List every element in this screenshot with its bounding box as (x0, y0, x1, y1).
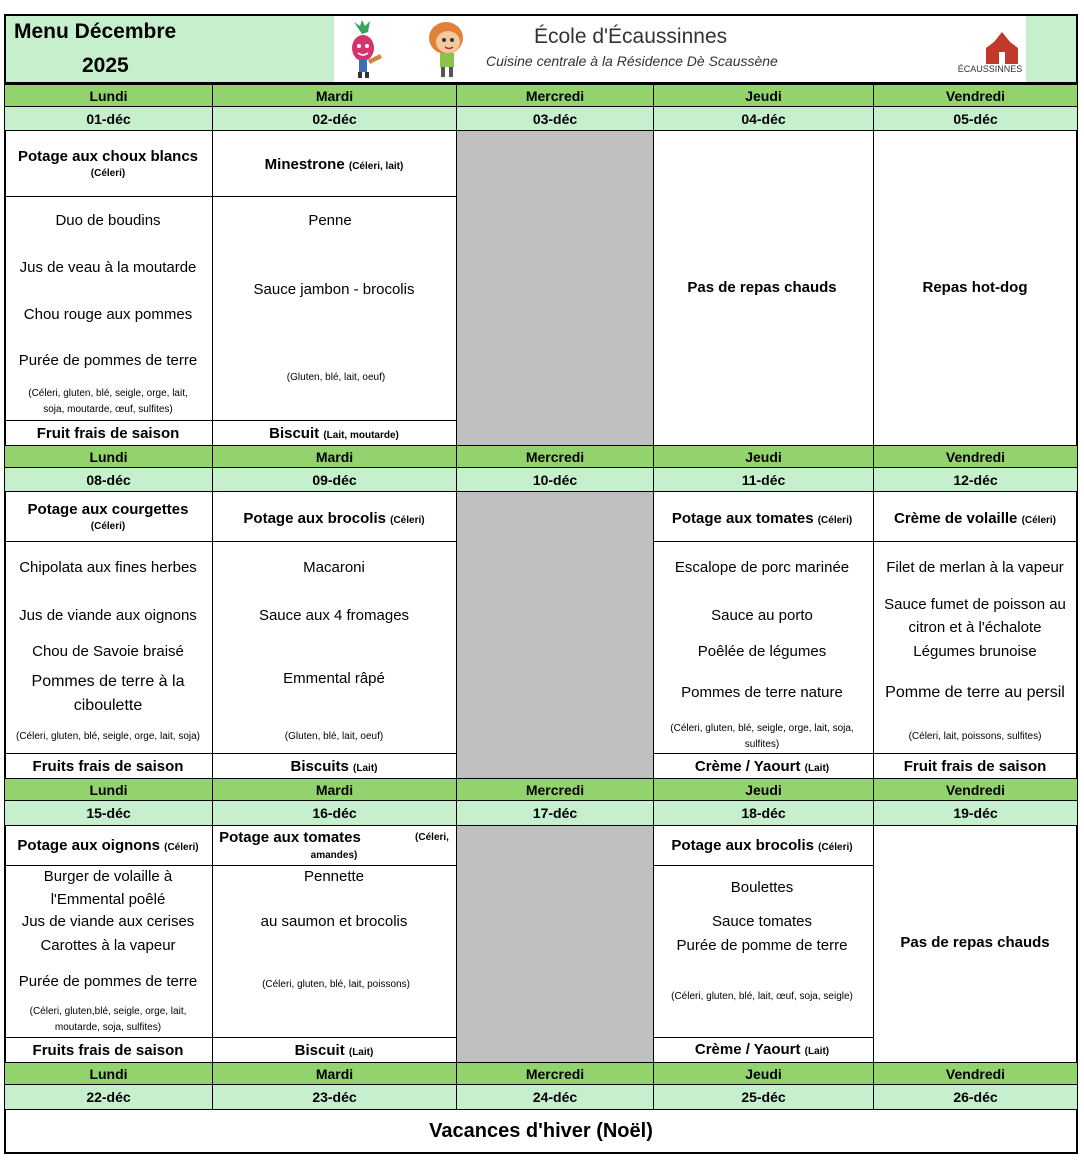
date-cell: 08-déc (4, 467, 213, 492)
dessert-label: Fruits frais de saison (32, 1042, 184, 1059)
date-cell: 15-déc (4, 800, 213, 826)
date-cell: 25-déc (653, 1084, 874, 1110)
allergen-note: (Céleri, lait, poissons, sulfites) (908, 731, 1042, 742)
date-cell: 04-déc (653, 106, 874, 131)
soup-label: Potage aux tomates (219, 829, 361, 846)
dessert-label: Biscuit (269, 425, 320, 442)
day-header-thursday: Jeudi (653, 445, 874, 468)
kitchen-subtitle: Cuisine centrale à la Résidence Dè Scaussène (486, 53, 778, 69)
meal-label: Repas hot-dog (922, 279, 1028, 296)
dish-line: Boulettes (730, 879, 794, 896)
date-cell: 17-déc (456, 800, 654, 826)
day-header-friday: Vendredi (873, 445, 1078, 468)
town-logo-icon (982, 30, 1022, 66)
dish-line: Escalope de porc marinée (674, 559, 850, 576)
date-cell: 23-déc (212, 1084, 457, 1110)
allergen-note: (Céleri) (390, 515, 425, 526)
dessert-label: Fruit frais de saison (36, 425, 180, 442)
dish-line: Chou de Savoie braisé (32, 643, 184, 660)
dish-line: Chipolata aux fines herbes (19, 559, 197, 576)
radish-mascot-icon (342, 20, 386, 80)
dish-line: Jus de viande aux oignons (19, 607, 197, 624)
allergen-note: (Lait) (804, 763, 830, 774)
dish-line: Sauce tomates (711, 913, 813, 930)
dish-line: Pommes de terre à la (31, 673, 185, 690)
day-header-monday: Lundi (4, 778, 213, 801)
allergen-note: (Gluten, blé, lait, oeuf) (286, 372, 386, 383)
allergen-note: (Céleri) (1021, 515, 1057, 526)
allergen-note: (Céleri, gluten, blé, seigle, orge, lait, soja, (670, 723, 854, 734)
date-cell: 26-déc (873, 1084, 1078, 1110)
soup-label: Potage aux brocolis (243, 510, 386, 527)
dish-line: Pommes de terre nature (681, 684, 843, 701)
closed-cell-wednesday (457, 131, 653, 445)
day-header-tuesday: Mardi (212, 1062, 457, 1085)
dish-line: Jus de viande aux cerises (21, 913, 195, 930)
no-meal-label: Pas de repas chauds (900, 934, 1050, 951)
date-cell: 01-déc (4, 106, 213, 131)
dish-line: Carottes à la vapeur (40, 937, 176, 954)
allergen-note: (Céleri) (817, 515, 853, 526)
dish-line: Purée de pommes de terre (18, 973, 198, 990)
child-mascot-icon (422, 18, 472, 80)
day-header-wednesday: Mercredi (456, 445, 654, 468)
date-cell: 02-déc (212, 106, 457, 131)
dessert-label: Crème / Yaourt (694, 758, 801, 775)
day-header-wednesday: Mercredi (456, 778, 654, 801)
day-header-thursday: Jeudi (653, 1062, 874, 1085)
allergen-note: (Lait) (348, 1047, 374, 1058)
dessert-label: Crème / Yaourt (694, 1041, 801, 1058)
menu-year: 2025 (82, 54, 129, 77)
dish-line: Duo de boudins (55, 212, 161, 229)
dish-line: Filet de merlan à la vapeur (886, 559, 1064, 576)
dish-line: l'Emmental poêlé (50, 891, 166, 908)
dish-line: Sauce fumet de poisson au (884, 596, 1066, 613)
dish-line: Burger de volaille à (43, 868, 173, 885)
allergen-note: (Céleri, gluten, blé, seigle, orge, lait, (28, 388, 188, 399)
day-header-tuesday: Mardi (212, 445, 457, 468)
day-header-thursday: Jeudi (653, 778, 874, 801)
header-banner (334, 16, 954, 82)
day-header-tuesday: Mardi (212, 778, 457, 801)
dish-line: Poêlée de légumes (697, 643, 827, 660)
dish-line: Légumes brunoise (913, 643, 1037, 660)
date-cell: 10-déc (456, 467, 654, 492)
soup-label: Potage aux tomates (671, 510, 814, 527)
dish-line: Penne (308, 212, 352, 229)
date-cell: 16-déc (212, 800, 457, 826)
allergen-note: (Céleri, lait) (348, 161, 404, 172)
dessert-label: Biscuits (290, 758, 349, 775)
allergen-note: (Céleri, gluten, blé, seigle, orge, lait, soja) (16, 731, 200, 742)
allergen-note: (Céleri) (818, 842, 853, 853)
date-cell: 19-déc (873, 800, 1078, 826)
soup-label: Potage aux oignons (17, 837, 160, 854)
soup-label: Potage aux brocolis (671, 837, 814, 854)
day-header-wednesday: Mercredi (456, 84, 654, 107)
menu-title: Menu Décembre (14, 20, 177, 43)
dish-line: Jus de veau à la moutarde (19, 259, 197, 276)
soup-label: Crème de volaille (893, 510, 1018, 527)
soup-label: Potage aux choux blancs (17, 148, 199, 165)
date-cell: 24-déc (456, 1084, 654, 1110)
date-cell: 05-déc (873, 106, 1078, 131)
day-header-friday: Vendredi (873, 778, 1078, 801)
dish-line: citron et à l'échalote (908, 619, 1042, 636)
allergen-note: amandes) (310, 850, 358, 861)
date-cell: 12-déc (873, 467, 1078, 492)
dish-line: Emmental râpé (283, 670, 385, 687)
title-box (6, 16, 334, 82)
dish-line: Purée de pommes de terre (18, 352, 198, 369)
allergen-note: (Céleri) (164, 842, 199, 853)
dish-line: au saumon et brocolis (260, 913, 408, 930)
date-cell: 18-déc (653, 800, 874, 826)
allergen-note: (Lait) (804, 1046, 830, 1057)
allergen-note: (Céleri, gluten, blé, lait, œuf, soja, seigle) (671, 991, 853, 1002)
allergen-note: (Céleri) (90, 168, 126, 179)
allergen-note: sulfites) (744, 739, 780, 750)
soup-label: Minestrone (264, 156, 345, 173)
dish-line: Sauce au porto (711, 607, 813, 624)
dessert-label: Fruits frais de saison (32, 758, 184, 775)
dessert-label: Biscuit (294, 1042, 345, 1059)
allergen-note: (Céleri, (415, 832, 449, 843)
school-name: École d'Écaussinnes (534, 25, 728, 48)
allergen-note: (Céleri, gluten, blé, lait, poissons) (262, 979, 410, 990)
allergen-note: moutarde, soja, sulfites) (54, 1022, 162, 1033)
allergen-note: (Lait) (353, 763, 378, 774)
day-header-friday: Vendredi (873, 1062, 1078, 1085)
holiday-label: Vacances d'hiver (Noël) (429, 1120, 653, 1142)
dish-line: Chou rouge aux pommes (23, 306, 193, 323)
day-header-wednesday: Mercredi (456, 1062, 654, 1085)
no-meal-label: Pas de repas chauds (687, 279, 837, 296)
closed-cell-wednesday (457, 826, 653, 1062)
logo-box (954, 16, 1076, 82)
day-header-tuesday: Mardi (212, 84, 457, 107)
allergen-note: (Céleri) (90, 521, 126, 532)
town-logo-text: ÉCAUSSINNES (957, 64, 1023, 74)
allergen-note: (Céleri, gluten,blé, seigle, orge, lait, (29, 1006, 187, 1017)
date-cell: 03-déc (456, 106, 654, 131)
day-header-friday: Vendredi (873, 84, 1078, 107)
dish-line: ciboulette (73, 697, 143, 714)
holiday-cell (4, 1109, 1078, 1154)
closed-cell-wednesday (457, 492, 653, 778)
dish-line: Macaroni (303, 559, 365, 576)
dessert-label: Fruit frais de saison (903, 758, 1047, 775)
dish-line: Purée de pomme de terre (676, 937, 848, 954)
date-cell: 22-déc (4, 1084, 213, 1110)
day-header-thursday: Jeudi (653, 84, 874, 107)
day-header-monday: Lundi (4, 84, 213, 107)
allergen-note: (Gluten, blé, lait, oeuf) (284, 731, 384, 742)
soup-label: Potage aux courgettes (27, 501, 189, 518)
allergen-note: soja, moutarde, œuf, sulfites) (43, 404, 173, 415)
day-header-monday: Lundi (4, 1062, 213, 1085)
date-cell: 11-déc (653, 467, 874, 492)
day-header-monday: Lundi (4, 445, 213, 468)
date-cell: 09-déc (212, 467, 457, 492)
dish-line: Sauce aux 4 fromages (258, 607, 410, 624)
dish-line: Pennette (303, 868, 365, 885)
dish-line: Sauce jambon - brocolis (253, 281, 415, 298)
allergen-note: (Lait, moutarde) (323, 430, 399, 441)
dish-line: Pomme de terre au persil (885, 684, 1065, 701)
